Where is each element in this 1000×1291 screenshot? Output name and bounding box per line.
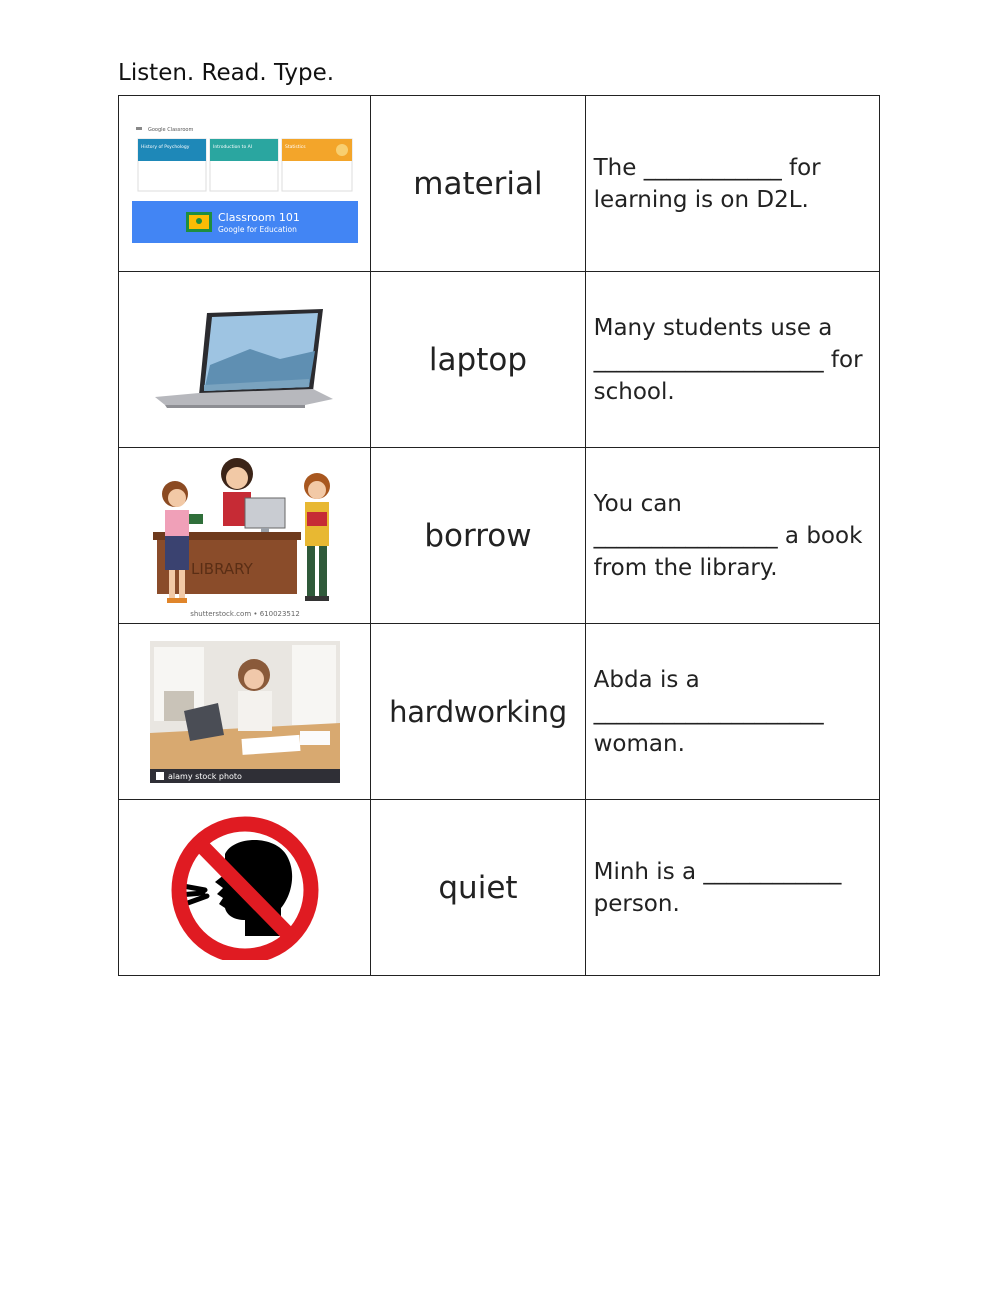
vocabulary-table xyxy=(118,95,880,976)
vocab-row-borrow xyxy=(119,448,880,624)
sentence-text: Minh is a ____________ person. xyxy=(593,858,849,917)
vocab-word: borrow xyxy=(371,448,585,624)
fill-in-sentence[interactable] xyxy=(585,96,879,272)
picture-cell xyxy=(119,624,371,800)
card-1-title: History of Psychology xyxy=(140,144,190,150)
library-borrow-image xyxy=(145,452,345,620)
classroom-banner-subtitle: Google for Education xyxy=(217,224,297,234)
sentence-text: Many students use a ____________________ for school. xyxy=(593,314,870,405)
vocab-word: material xyxy=(371,96,585,272)
vocab-row-laptop xyxy=(119,272,880,448)
picture-cell xyxy=(119,272,371,448)
card-3-title: Statistics xyxy=(284,144,306,150)
hardworking-woman-image xyxy=(150,641,340,783)
fill-in-sentence[interactable] xyxy=(585,448,879,624)
sentence-text: You can ________________ a book from the library. xyxy=(593,490,870,581)
shutterstock-credit: shutterstock.com • 610023512 xyxy=(189,609,300,618)
library-desk-label: LIBRARY xyxy=(190,559,253,578)
classroom-banner-title: Classroom 101 xyxy=(217,210,300,224)
fill-in-sentence[interactable] xyxy=(585,624,879,800)
no-talking-sign-image xyxy=(155,816,335,960)
card-2-title: Introduction to AI xyxy=(212,144,252,150)
fill-in-sentence[interactable] xyxy=(585,272,879,448)
picture-cell xyxy=(119,800,371,976)
vocab-row-hardworking xyxy=(119,624,880,800)
sentence-text: Abda is a ____________________ woman. xyxy=(593,666,831,757)
instructions: Listen. Read. Type. xyxy=(118,60,335,86)
vocab-row-quiet xyxy=(119,800,880,976)
picture-cell xyxy=(119,448,371,624)
vocab-row-material xyxy=(119,96,880,272)
picture-cell xyxy=(119,96,371,272)
alamy-watermark: alamy stock photo xyxy=(167,771,242,781)
laptop-image xyxy=(155,305,335,415)
google-classroom-image xyxy=(132,121,358,247)
vocab-word: laptop xyxy=(371,272,585,448)
vocab-word: hardworking xyxy=(371,624,585,800)
sentence-text: The ____________ for learning is on D2L. xyxy=(593,154,828,213)
fill-in-sentence[interactable] xyxy=(585,800,879,976)
vocab-word: quiet xyxy=(371,800,585,976)
classroom-top-label: Google Classroom xyxy=(147,126,193,133)
